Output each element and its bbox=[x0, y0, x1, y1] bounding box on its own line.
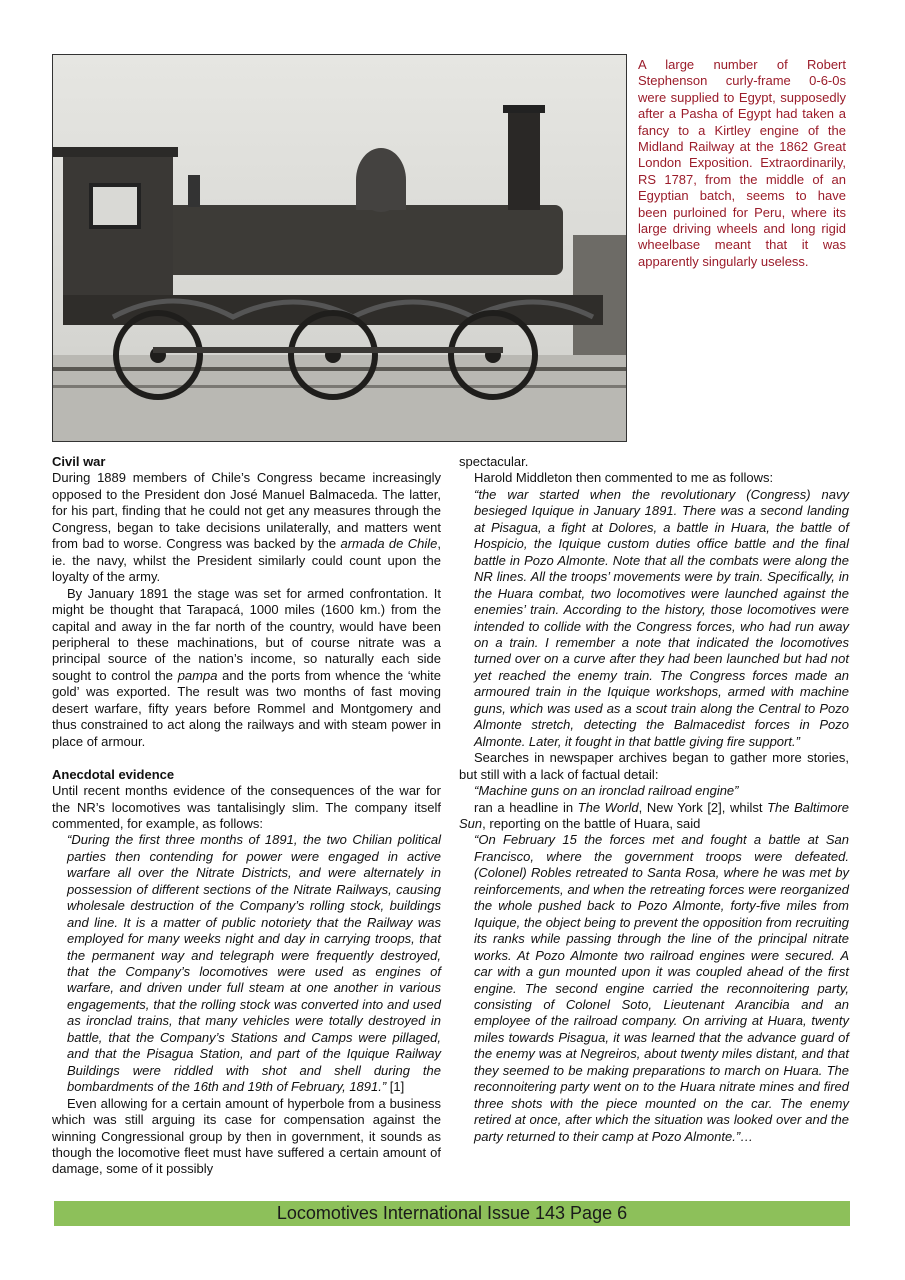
paragraph bbox=[459, 800, 849, 833]
italic-text: The Baltimore Sun bbox=[459, 799, 849, 831]
page-footer: Locomotives International Issue 143 Page 6 bbox=[54, 1201, 850, 1226]
text-run: “During the first three months of 1891, the two Chilian political parties then contending for power were engaged in active warfare all over the Nitrate Districts, and were alternately in possession of different sections of the Nitrate Railways, causing wholesale destruction of the Company’s rolling stock, buildings and line. It is a matter of public notoriety that the Railway was employed for many weeks night and day in carrying troops, that the permanent way and telegraph were frequently destroyed, that the Company’s locomotives were used as engines of warfare, and driven under full steam at one another in various engagements, that the rolling stock was converted into and used as ironclad trains, that many vehicles were totally destroyed in battle, that the Company’s Stations and Camps were pillaged, and that the Pisagua Station, and part of the Iquique Railway Buildings were riddled with shot and shell during the bombardments of the 16th and 19th of February, 1891.” bbox=[67, 832, 441, 1095]
block-quote bbox=[459, 832, 849, 1145]
italic-text: pampa bbox=[177, 667, 218, 683]
paragraph bbox=[52, 586, 441, 751]
text-run: [1] bbox=[386, 1079, 405, 1095]
text-run: Even allowing for a certain amount of hyperbole from a business which was still arguing its case for compensation against the winning Congressional group by then in government, it sounds as though the locomotive fleet must have suffered a certain amount of damage, some of it possibly bbox=[52, 1095, 441, 1177]
section-heading: Civil war bbox=[52, 454, 106, 469]
paragraph bbox=[459, 750, 849, 783]
block-quote bbox=[459, 487, 849, 750]
right-column bbox=[459, 454, 849, 1145]
paragraph bbox=[52, 1096, 441, 1178]
text-run: and the ports from whence the ‘white gold’ was exported. The result was two months of fast moving desert warfare, fifty years before Rommel and Montgomery and thus constrained to act along the railways and with steam power in place of armour. bbox=[52, 667, 442, 749]
text-run: By January 1891 the stage was set for armed confrontation. It might be thought that Tarapacá, 1000 miles (1600 km.) from the capital and away in the far north of the country, would have been peripheral to these machinations, but of course nitrate was a principal source of the nation’s income, so naturally each side sought to control the bbox=[52, 585, 441, 683]
italic-text: The World bbox=[577, 799, 639, 815]
text-run: spectacular. bbox=[459, 454, 529, 469]
paragraph bbox=[52, 470, 441, 585]
text-run: , reporting on the battle of Huara, said bbox=[482, 815, 701, 831]
photo-caption: A large number of Robert Stephenson curly-frame 0-6-0s were supplied to Egypt, supposedly after a Pasha of Egypt had taken a fancy to a Kirtley engine of the Midland Railway at the 1862 Great London Exposition. Extraordinarily, RS 1787, from the middle of an Egyptian batch, seems to have been purloined for Peru, where its large driving wheels and long rigid wheelbase meant that it was apparently singularly useless. bbox=[638, 57, 846, 269]
section-heading: Anecdotal evidence bbox=[52, 766, 175, 782]
text-run: , New York [2], whilst bbox=[638, 799, 768, 815]
text-run: Until recent months evidence of the consequences of the war for the NR’s locomotives was tantalisingly slim. The company itself commented, for example, as follows: bbox=[52, 783, 441, 831]
text-run: “On February 15 the forces met and fought a battle at San Francisco, where the government troops were defeated. (Colonel) Robles retreated to Santa Rosa, where he was met by reinforcements, and when the retreating forces were reorganized the whole pushed back to Pozo Almonte, forty-five miles from Iquique, the object being to prevent the opposition from recruiting its ranks while passing through the line of the principal nitrate works. At Pozo Almonte two railroad engines were secured. A car with a gun mounted upon it was coupled ahead of the first engine. The second engine carried the reconnoitering party, consisting of Colonel Soto, Lieutenant Arancibia and an employee of the railroad company. On arriving at Huara, twenty miles towards Pisagua, it was learned that the advance guard of the enemy was at Negreiros, about twenty miles distant, and that they seemed to be making preparations to march on Huara. The reconnoitering party went on to the Huara nitrate mines and fired three shots with the piece mounted on the car. The enemy retired at once, after which the situation was looked over and the party returned to their camp at Pozo Almonte.”… bbox=[474, 832, 849, 1144]
text-run: ran a headline in bbox=[474, 799, 578, 815]
block-quote bbox=[52, 832, 441, 1095]
text-run: “Machine guns on an ironclad railroad engine” bbox=[474, 783, 739, 799]
text-run: “the war started when the revolutionary (Congress) navy besieged Iquique in January 1891. There was a second landing at Pisagua, a fight at Dolores, a battle in Huara, the battle of Hospicio, the Iquique custom duties office battle and the final battle in Pozo Almonte. Note that all the combats were along the NR lines. All the troops’ movements were by train. Specifically, in the Huara combat, two locomotives were launched against the enemies’ train. According to the history, those locomotives were intended to collide with the Congress forces, who had run away on a train. I remember a note that indicated the locomotives turned over on a curve after they had been launched but had not yet reached the enemy train. The Congress forces made an armoured train in the Iquique workshops, armed with machine guns, which was used as a scout train along the Central to Pozo Almonte stretch, detecting the Balmacedist forces in Pozo Almonte. Later, it fought in that battle giving fire support.” bbox=[474, 486, 849, 749]
paragraph bbox=[52, 783, 441, 832]
text-run: During 1889 members of Chile’s Congress became increasingly opposed to the President don José Manuel Balmaceda. The latter, for his part, finding that he could not get any measures through the Congress, began to take decisions unilaterally, and matters went from bad to worse. Congress was backed by the bbox=[52, 470, 441, 552]
left-column bbox=[52, 454, 441, 1178]
text-run: Searches in newspaper archives began to gather more stories, but still with a lack of factual detail: bbox=[459, 750, 849, 782]
locomotive-photo bbox=[52, 54, 627, 442]
block-quote bbox=[459, 783, 849, 799]
paragraph bbox=[459, 470, 849, 486]
italic-text: armada de Chile bbox=[340, 536, 438, 552]
text-run: Harold Middleton then commented to me as follows: bbox=[474, 470, 774, 486]
text-run: , ie. the navy, whilst the President similarly could count upon the loyalty of the army. bbox=[52, 536, 441, 585]
paragraph bbox=[459, 454, 849, 470]
